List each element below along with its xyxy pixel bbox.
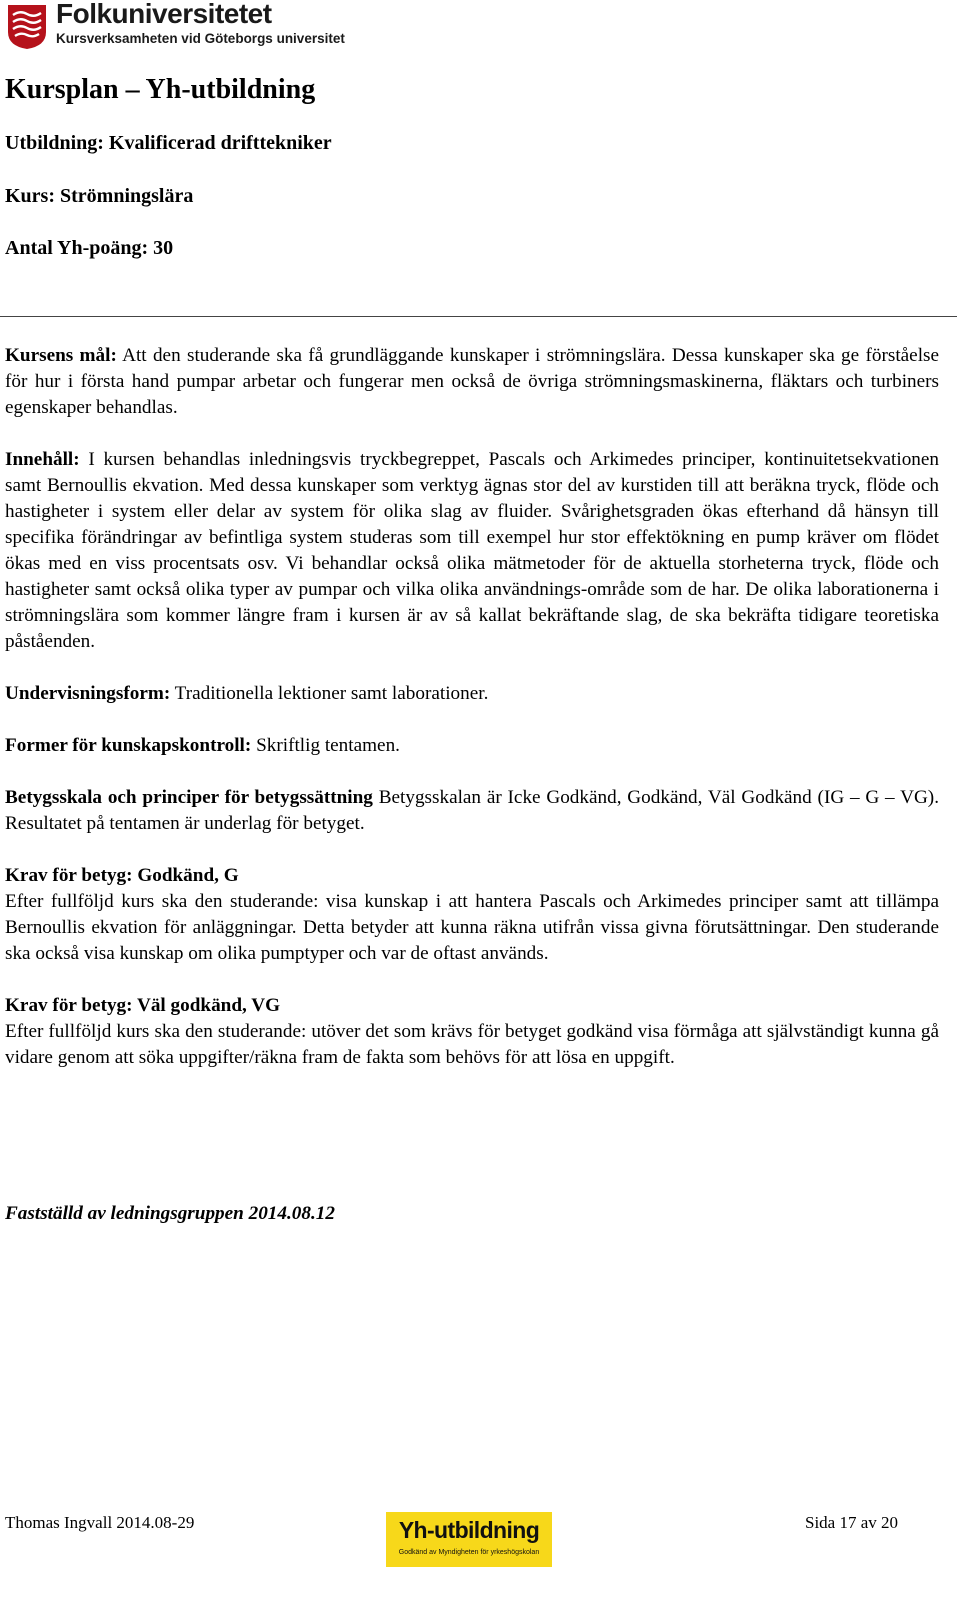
content-label: Innehåll: bbox=[5, 449, 80, 470]
badge-subtitle: Godkänd av Myndigheten för yrkeshögskolan bbox=[398, 1549, 540, 1556]
assessment-paragraph bbox=[5, 733, 939, 759]
grade-vg-text: Efter fullföljd kurs ska den studerande: utöver det som krävs för betyget godkänd visa förmåga att självständigt kunna gå vidare genom att söka uppgifter/räkna fram de fakta som behövs för att lösa en uppgift. bbox=[5, 1021, 939, 1068]
teaching-label: Undervisningsform: bbox=[5, 683, 171, 704]
education-line: Utbildning: Kvalificerad drifttekniker bbox=[5, 132, 332, 154]
document-title: Kursplan – Yh-utbildning bbox=[5, 74, 316, 105]
course-line: Kurs: Strömningslära bbox=[5, 185, 194, 207]
grading-text: Betygsskalan är Icke Godkänd, Godkänd, Väl Godkänd (IG – G – VG). Resultatet på tentamen är underlag för betyget. bbox=[5, 787, 939, 834]
goals-text: Att den studerande ska få grundläggande kunskaper i strömningslära. Dessa kunskaper ska ge förståelse för hur i första hand pumpar arbetar och fungerar men också de övriga strömningsmaskinerna, fläktars och turbiners egenskaper behandlas. bbox=[5, 345, 940, 418]
grading-paragraph bbox=[5, 785, 939, 837]
badge-title: Yh-utbildning bbox=[398, 1517, 540, 1543]
content-paragraph bbox=[5, 447, 939, 655]
yh-utbildning-badge bbox=[386, 1512, 552, 1567]
teaching-paragraph bbox=[5, 681, 939, 707]
assessment-label: Former för kunskapskontroll: bbox=[5, 735, 252, 756]
folkuniversitetet-logo bbox=[4, 2, 349, 52]
logo-name: Folkuniversitetet bbox=[56, 0, 272, 29]
established-note: Fastställd av ledningsgruppen 2014.08.12 bbox=[5, 1203, 335, 1224]
grade-g-heading: Krav för betyg: Godkänd, G bbox=[5, 865, 239, 886]
assessment-text: Skriftlig tentamen. bbox=[251, 735, 400, 756]
divider bbox=[0, 316, 957, 317]
goals-label: Kursens mål: bbox=[5, 345, 117, 366]
grade-vg-heading: Krav för betyg: Väl godkänd, VG bbox=[5, 995, 281, 1016]
logo-mark-icon bbox=[4, 2, 50, 50]
logo-subtitle: Kursverksamheten vid Göteborgs universitet bbox=[56, 31, 345, 46]
footer-author: Thomas Ingvall 2014.08-29 bbox=[5, 1513, 195, 1532]
goals-paragraph bbox=[5, 343, 939, 421]
grade-g-text: Efter fullföljd kurs ska den studerande: visa kunskap i att hantera Pascals och Arkimedes principer samt att tillämpa Bernoullis ekvation för anläggningar. Detta betyder att kunna räkna utifrån vissa givna förutsättningar. Den studerande ska också visa kunskap om olika pumptyper och var de oftast används. bbox=[5, 891, 939, 964]
course-body bbox=[5, 343, 939, 1071]
grading-label: Betygsskala och principer för betygssättning bbox=[5, 787, 373, 808]
content-text: I kursen behandlas inledningsvis tryckbegreppet, Pascals och Arkimedes principer, kontinuitetsekvationen samt Bernoullis ekvation. Med dessa kunskaper som verktyg ägnas stor del av kurstiden till att beräkna tryck, flöde och hastigheter i system eller delar av system för olika slag av fluider. Svårighetsgraden ökas efterhand då hänsyn till specifika förändringar av befintliga system studeras som till exempel hur stor effektökning en pump kräver om flödet ökas med en viss procentsats osv. Vi behandlar också olika mätmetoder för de aktuella storheterna tryck, flöde och hastigheter samt också olika typer av pumpar och vilka olika användnings-område som de har. De olika laborationerna i strömningslära som kommer längre fram i kursen är av så kallat bekräftande slag, de ska bekräfta tidigare teoretiska påståenden. bbox=[5, 449, 939, 652]
teaching-text: Traditionella lektioner samt laborationer. bbox=[170, 683, 489, 704]
page-number: Sida 17 av 20 bbox=[805, 1513, 899, 1532]
points-line: Antal Yh-poäng: 30 bbox=[5, 237, 174, 259]
